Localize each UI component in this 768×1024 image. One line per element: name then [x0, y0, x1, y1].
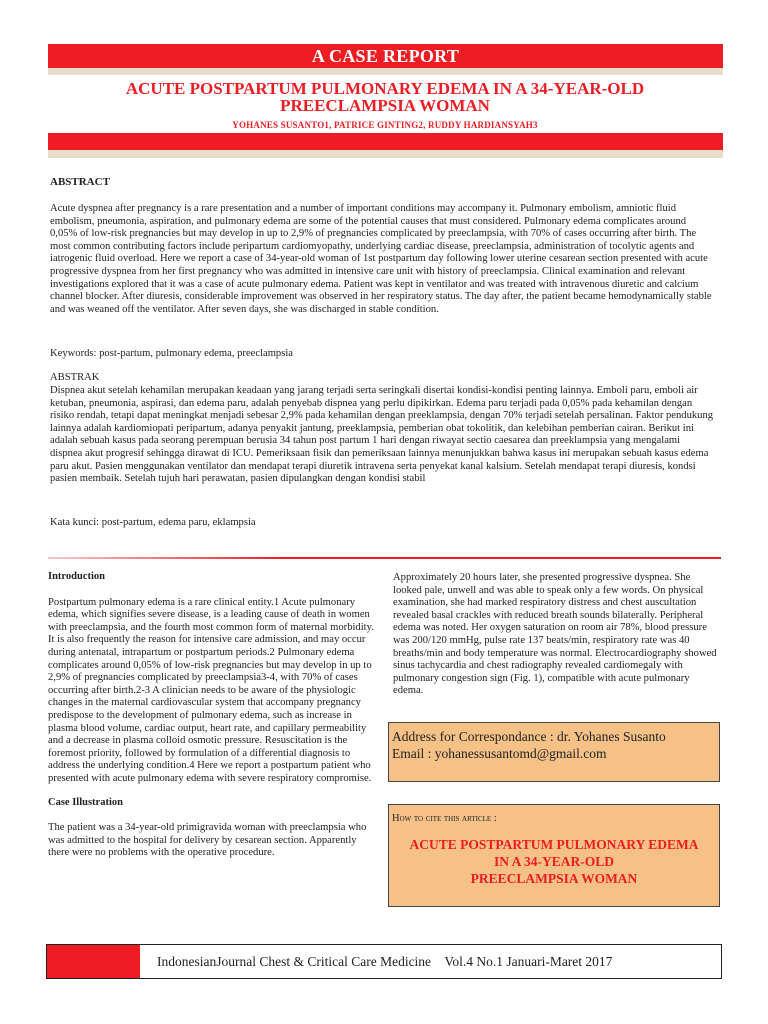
journal-footer — [46, 944, 722, 979]
citation-title-line-3: PREECLAMPSIA WOMAN — [470, 871, 638, 886]
left-column — [48, 571, 378, 860]
footer-text — [157, 945, 612, 978]
article-title — [60, 80, 710, 114]
citation-title — [392, 836, 716, 887]
citation-label: How to cite this article : — [392, 813, 497, 824]
correspondence-address: Address for Correspondance : dr. Yohanes Susanto — [392, 729, 666, 744]
title-underline-bar — [48, 133, 723, 151]
abstrak-body — [50, 385, 715, 486]
article-type-banner: A CASE REPORT — [311, 46, 460, 66]
abstrak-keywords: Kata kunci: post-partum, edema paru, eklampsia — [50, 517, 256, 528]
case-continued-text: Approximately 20 hours later, she presented progressive dyspnea. She looked pale, unwell and was able to speak only a few words. On physical examination, she had marked respiratory distress and chest auscultation revealed basal crackles with reduced breath sounds bilaterally. Peripheral edema was noted. Her oxygen saturation on room air 78%, blood pressure was 200/120 mmHg, pulse rate 137 beats/min, respiratory rate was 40 breaths/min and body temperature was normal. Electrocardiography showed sinus tachycardia and chest radiography revealed cardiomegaly with pulmonary congestion sign (Fig. 1), compatible with acute pulmonary edema. — [393, 572, 717, 697]
journal-name: IndonesianJournal Chest & Critical Care Medicine — [157, 954, 432, 969]
correspondence-box — [388, 722, 720, 782]
abstrak-text: Dispnea akut setelah kehamilan merupakan keadaan yang jarang terjadi serta seringkali disertai kondisi-kondisi penting lainnya. Emboli paru, emboli air ketuban, pneumonia, aspirasi, dan edema paru, adalah penyebab dispnea yang perlu dipikirkan. Edema paru terjadi pada 0,05% pada kehamilan dengan risiko rendah, tetapi dapat meningkat menjadi sebesar 2,9% pada kehamilan dengan preeklampsia, dengan 70% terjadi setelah persalinan. Faktor pendukung lainnya adalah kardiomiopati peripartum, adanya penyakit jantung, preeklampsia, pemberian obat tokolitik, dan kelebihan pemberian cairan. Berikut ini adalah sebuah kasus pada seorang perempuan berusia 34 tahun post partum 1 hari dengan riwayat sectio caesarea dan preeklampsia yang mengalami dispnea akut progresif sehingga dirawat di ICU. Pemeriksaan fisik dan pemeriksaan lainnya menunjukkan bahwa kasus ini merupakan sebuah kasus edema paru akut. Pasien menggunakan ventilator dan mendapat terapi diuretik intravena serta penyekat kanal kalsium. Setelah mendapat terapi diuresis, kondsi pasien membaik. Setelah tujuh hari perawatan, pasien dipulangkan dengan kondisi stabil — [50, 385, 714, 485]
introduction-text: Postpartum pulmonary edema is a rare clinical entity.1 Acute pulmonary edema, which signifies severe disease, is a leading cause of death in women with preeclampsia, and the fourth most common form of maternal morbidity. It is also frequently the reason for intensive care admission, and may occur during antenatal, intrapartum or postpartum periods.2 Pulmonary edema complicates around 0,05% of low-risk pregnancies but may develop in up to 2,9% of pregnancies complicated by preeclampsia3-4, with 70% of cases occurring after birth.2-3 A clinician needs to be aware of the physiologic changes in the maternal cardiovascular system that accompany pregnancy predispose to the development of pulmonary edema, such as increase in plasma blood volume, cardiac output, heart rate, and capillary permeability and a decrease in plasma colloid osmotic pressure. Resuscitation is the foremost priority, followed by formulation of a differential diagnosis to address the underlying condition.4 Here we report a postpartum patient who presented with acute pulmonary edema with severe respiratory compromise. — [48, 596, 374, 784]
title-line-2: PREECLAMPSIA WOMAN — [280, 96, 490, 115]
abstract-text: Acute dyspnea after pregnancy is a rare presentation and a number of important conditions may accompany it. Pulmonary embolism, amniotic fluid embolism, pneumonia, aspiration, and pulmonary edema are some of the potential causes that must considered. Pulmonary edema complicates around 0,05% of low-risk pregnancies but may develop in up to 2,9% of pregnancies complicated by preeclampsia, with 70% of cases occurring after birth. The most common contributing factors include peripartum cardiomyopathy, underlying cardiac disease, preeclampsia, administration of tocolytic agents and iatrogenic fluid overload. Here we report a case of 34-year-old woman of 1st postpartum day following lower uterine cesarean section presented with acute progressive dyspnea from her first pregnancy who was admitted in intensive care unit with history of preeclampsia. Clinical examination and relevant investigations explored that it was a case of acute pulmonary edema. Patient was kept in ventilator and was treated with intravenous diuretic and calcium channel blocker. After diuresis, considerable improvement was observed in her respiratory status. The day after, the patient became hemodynamically stable and was weaned off the ventilator. After seven days, she was discharged in stable condition. — [50, 203, 712, 315]
section-divider — [48, 557, 721, 559]
abstract-heading: ABSTRACT — [50, 176, 110, 188]
abstrak-heading: ABSTRAK — [50, 372, 100, 383]
journal-issue: Vol.4 No.1 Januari-Maret 2017 — [444, 954, 613, 969]
citation-box — [388, 804, 720, 907]
title-underline-shadow — [48, 150, 723, 158]
case-text: The patient was a 34-year-old primigravida woman with preeclampsia who was admitted to the hospital for delivery by cesarean section. Apparently there were no problems with the operative procedure. — [48, 822, 367, 859]
title-line-1: ACUTE POSTPARTUM PULMONARY EDEMA IN A 34-YEAR-OLD — [125, 79, 645, 98]
correspondence-email: Email : yohanessusantomd@gmail.com — [392, 746, 607, 761]
author-list: YOHANES SUSANTO1, PATRICE GINTING2, RUDDY HARDIANSYAH3 — [232, 120, 538, 130]
citation-title-line-1: ACUTE POSTPARTUM PULMONARY EDEMA — [409, 837, 699, 852]
citation-title-line-2: IN A 34-YEAR-OLD — [493, 854, 614, 869]
right-column — [393, 572, 721, 698]
introduction-heading: Introduction — [48, 571, 105, 582]
abstract-keywords: Keywords: post-partum, pulmonary edema, preeclampsia — [50, 348, 293, 359]
case-heading: Case Illustration — [48, 796, 123, 808]
footer-red-block — [47, 945, 140, 978]
abstract-body — [50, 203, 715, 316]
